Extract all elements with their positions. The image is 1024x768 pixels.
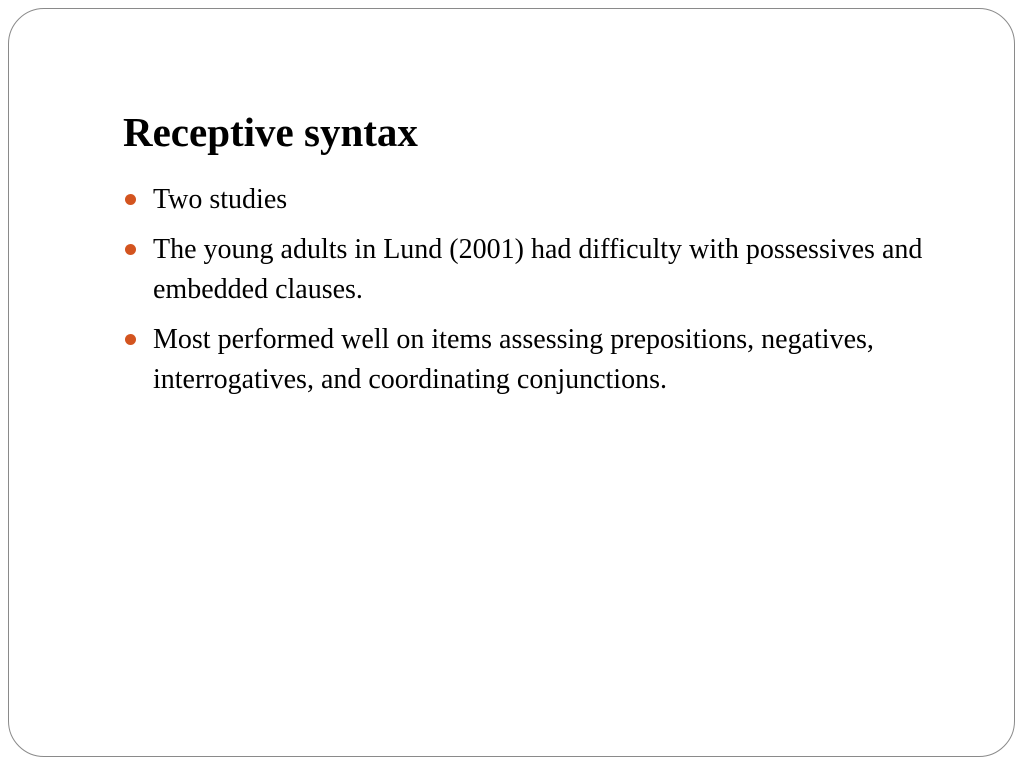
- slide-title: Receptive syntax: [123, 109, 418, 155]
- bullet-text: Most performed well on items assessing prepositions, negatives, interrogatives, and coordinating conjunctions.: [153, 324, 874, 395]
- bullet-dot-icon: [125, 244, 136, 255]
- bullet-list: [123, 180, 943, 410]
- bullet-text: The young adults in Lund (2001) had difficulty with possessives and embedded clauses.: [153, 234, 923, 305]
- bullet-item: [123, 320, 943, 400]
- bullet-text: Two studies: [153, 184, 288, 215]
- bullet-dot-icon: [125, 194, 136, 205]
- bullet-dot-icon: [125, 334, 136, 345]
- bullet-item: [123, 230, 943, 310]
- bullet-item: [123, 180, 943, 220]
- slide-frame: [8, 8, 1015, 757]
